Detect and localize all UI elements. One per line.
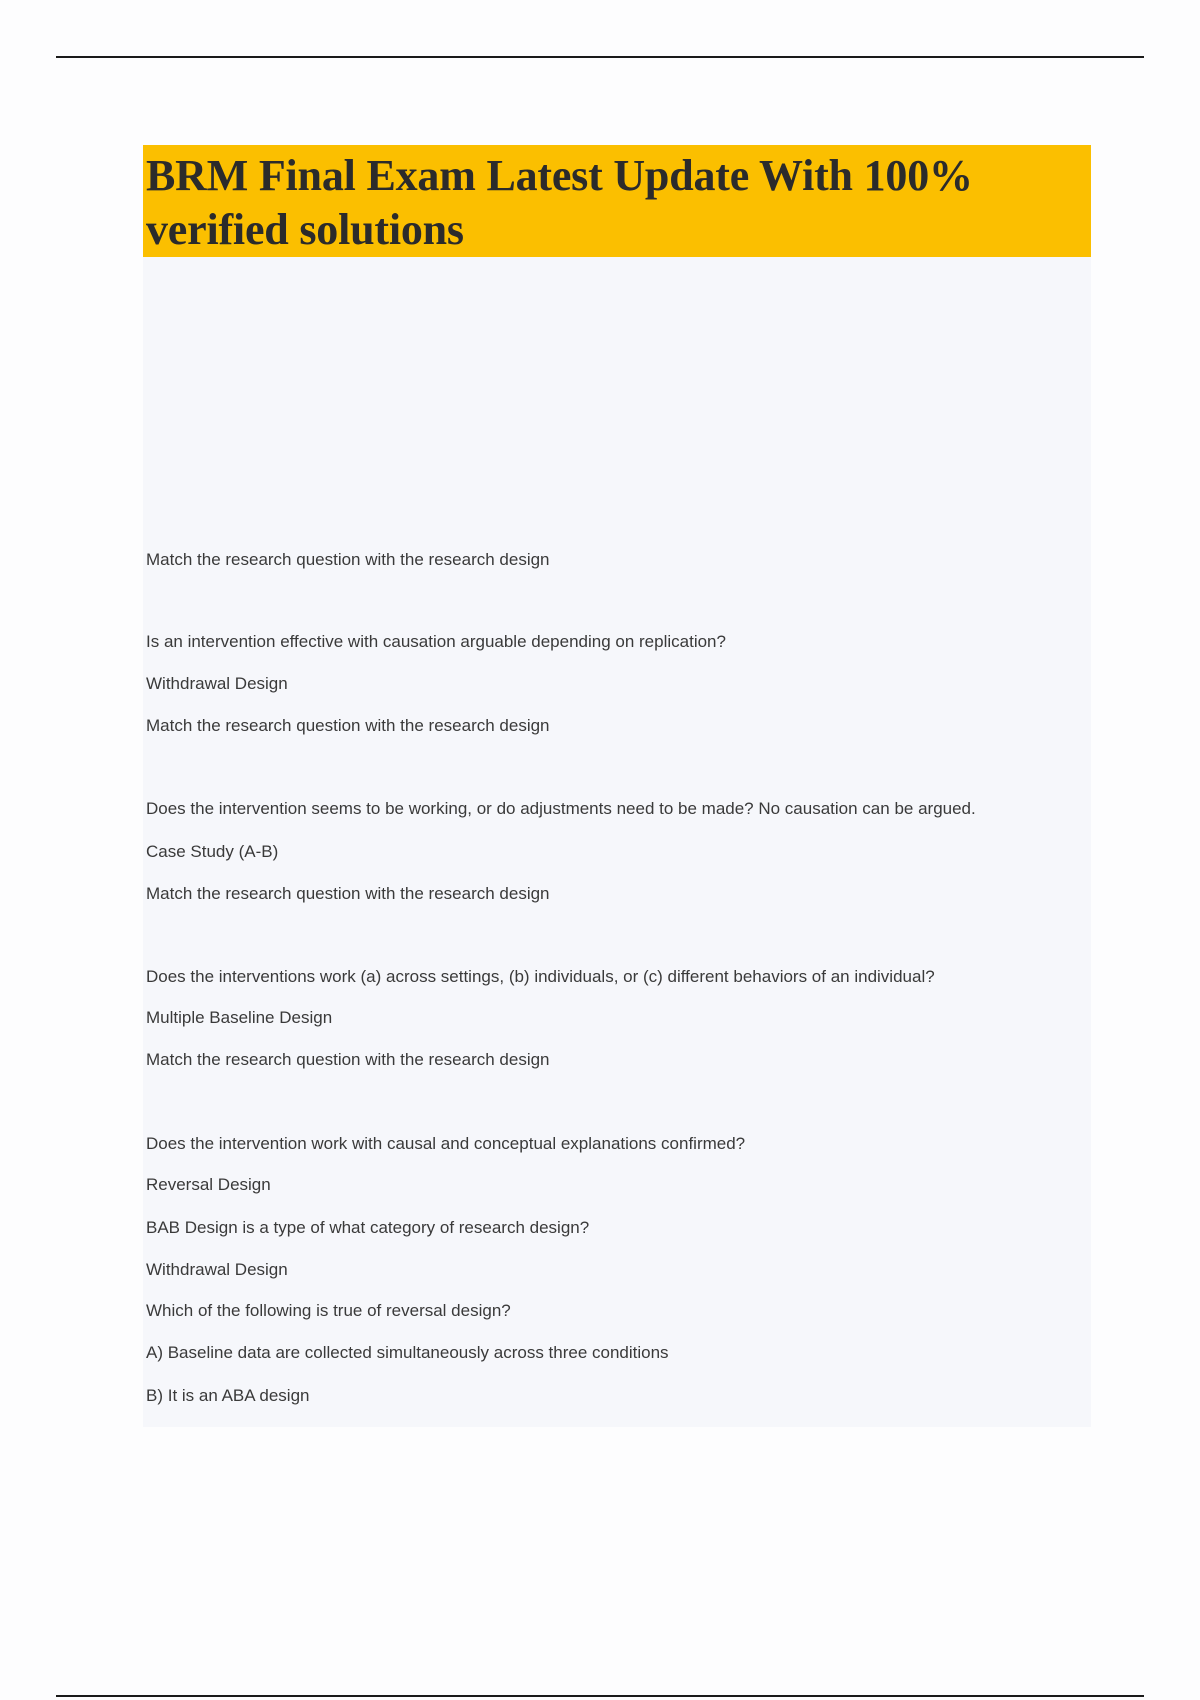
answer-text: Withdrawal Design: [146, 674, 288, 693]
content-panel: [143, 257, 1091, 1427]
question-text: Does the interventions work (a) across settings, (b) individuals, or (c) different behaviors of an individual?: [146, 967, 935, 986]
question-text: Which of the following is true of reversal design?: [146, 1301, 511, 1320]
top-rule: [56, 56, 1144, 58]
question-prompt: Match the research question with the research design: [146, 550, 550, 569]
question-text: BAB Design is a type of what category of research design?: [146, 1218, 590, 1237]
answer-text: Reversal Design: [146, 1175, 271, 1194]
answer-option: B) It is an ABA design: [146, 1386, 310, 1405]
question-prompt: Match the research question with the research design: [146, 716, 550, 735]
answer-text: Withdrawal Design: [146, 1260, 288, 1279]
question-text: Does the intervention work with causal and conceptual explanations confirmed?: [146, 1134, 746, 1153]
question-prompt: Match the research question with the research design: [146, 884, 550, 903]
bottom-rule: [56, 1695, 1144, 1697]
document-title: BRM Final Exam Latest Update With 100% verified solutions: [146, 151, 973, 254]
answer-text: Case Study (A-B): [146, 842, 279, 861]
question-text: Is an intervention effective with causation arguable depending on replication?: [146, 632, 726, 651]
question-text: Does the intervention seems to be working, or do adjustments need to be made? No causation can be argued.: [146, 799, 976, 818]
answer-text: Multiple Baseline Design: [146, 1008, 333, 1027]
title-banner: [143, 145, 1091, 257]
question-prompt: Match the research question with the research design: [146, 1050, 550, 1069]
answer-option: A) Baseline data are collected simultaneously across three conditions: [146, 1343, 669, 1362]
